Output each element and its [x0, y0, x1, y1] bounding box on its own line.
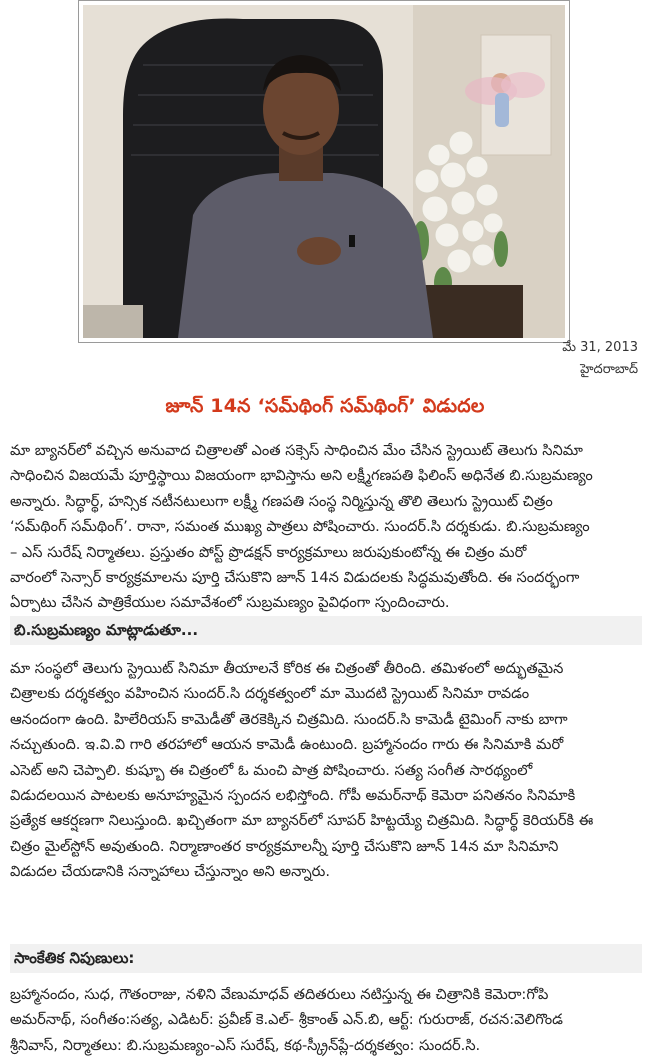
quote-paragraph — [10, 656, 642, 885]
intro-line: మా బ్యానర్‌లో వచ్చిన అనువాద చిత్రాలతో ఎంత సక్సెస్ సాధించిన మేం చేసిన స్ట్రెయిట్ తెలుగు సినిమా — [10, 442, 583, 459]
quote-line: చిత్రాలకు దర్శకత్వం వహించిన సుందర్.సి దర్శకత్వంలో మా మొదటి స్ట్రెయిట్ సినిమా రావడం — [10, 685, 530, 703]
crew-line: అమర్‌నాథ్, సంగీతం:సత్య, ఎడిటర్: ప్రవీణ్ కె.ఎల్- శ్రీకాంత్ ఎన్.బి, ఆర్ట్: గురురాజ్, రచన:వెలిగొండ — [10, 1011, 563, 1029]
quote-line: మా సంస్థలో తెలుగు స్ట్రెయిట్ సినిమా తీయాలనే కోరిక ఈ చిత్రంతో తీరింది. తమిళంలో అద్భుతమైన — [10, 660, 564, 677]
intro-line: సాధించిన విజయమే పూర్తిస్థాయి విజయంగా భావిస్తాను అని లక్ష్మీగణపతి ఫిలింస్ అధినేత బి.సుబ్రమణ్యం — [10, 467, 593, 485]
quote-line: ప్రత్యేక ఆకర్షణగా నిలుస్తుంది. ఖచ్చితంగా మా బ్యానర్‌లో సూపర్ హిట్టయ్యే చిత్రమిది. సిద్ధార్థ్ కెరియర్‌కి ఈ — [10, 812, 594, 830]
article-photo-frame — [78, 0, 570, 343]
quote-line: విడుదలయిన పాటలకు అనూహ్యమైన స్పందన లభిస్తోంది. గోపీ అమర్‌నాథ్ కెమెరా పనితనం సినిమాకి — [10, 787, 576, 805]
quote-line: ఆనందంగా ఉంది. హిలేరియస్ కామెడీతో తెరకెక్కిన చిత్రమిది. సుందర్.సి కామెడీ టైమింగ్ నాకు బాగా — [10, 710, 568, 728]
quote-line: చిత్రం మైల్‌స్టోన్ అవుతుంది. నిర్మాణాంతర కార్యక్రమాలన్నీ పూర్తి చేసుకొని జూన్ 14న మా సినిమాని — [10, 837, 559, 855]
article-place: హైదరాబాద్ — [580, 362, 638, 377]
quote-line: విడుదల చేయడానికి సన్నాహాలు చేస్తున్నాం అని అన్నారు. — [10, 863, 330, 881]
crew-line: బ్రహ్మానందం, సుధ, గౌతంరాజు, నళిని వేణుమాధవ్ తదితరులు నటిస్తున్న ఈ చిత్రానికి కెమెరా:గోపి — [10, 986, 549, 1003]
intro-line: – ఎస్ సురేష్ నిర్మాతలు. ప్రస్తుతం పోస్ట్ ప్రొడక్షన్ కార్యక్రమాలు జరుపుకుంటోన్న ఈ చిత్రం మరో — [10, 543, 527, 561]
section-heading-quote: బి.సుబ్రమణ్యం మాట్లాడుతూ... — [10, 616, 642, 645]
quote-line: ఎసెట్ అని చెప్పాలి. కుష్బూ ఈ చిత్రంలో ఓ మంచి పాత్ర పోషించారు. సత్య సంగీత సారథ్యంలో — [10, 761, 533, 779]
section-heading-crew: సాంకేతిక నిపుణులు: — [10, 944, 642, 973]
intro-line: ‘సమ్‌థింగ్ సమ్‌థింగ్’. రానా, సమంత ముఖ్య పాత్రలు పోషించారు. సుందర్.సి దర్శకుడు. బి.సుబ్రమణ్యం — [10, 518, 590, 536]
quote-line: నచ్చుతుంది. ఇ.వి.వి గారి తరహాలో ఆయన కామెడీ ఉంటుంది. బ్రహ్మానందం గారు ఈ సినిమాకి మరో — [10, 736, 564, 754]
intro-line: వారంలో సెన్సార్ కార్యక్రమాలను పూర్తి చేసుకొని జూన్ 14న విడుదలకు సిద్ధమవుతోంది. ఈ సందర్భంగా — [10, 569, 580, 587]
intro-line: అన్నారు. సిద్ధార్థ్, హన్సిక నటీనటులుగా లక్ష్మీ గణపతి సంస్థ నిర్మిస్తున్న తొలి తెలుగు స్ట్రెయిట్ చిత్రం — [10, 492, 553, 510]
article-headline: జూన్ 14న ‘సమ్‌థింగ్ సమ్‌థింగ్’ విడుదల — [165, 395, 485, 417]
photo-illustration — [83, 5, 565, 338]
article-date: మే 31, 2013 — [562, 340, 638, 355]
intro-paragraph — [10, 438, 642, 616]
crew-line: శ్రీనివాస్, నిర్మాతలు: బి.సుబ్రమణ్యం-ఎస్ సురేష్, కథ-స్క్రీన్‌ప్లే-దర్శకత్వం: సుందర్.సి. — [10, 1036, 481, 1054]
crew-paragraph — [10, 982, 642, 1058]
article-photo — [83, 5, 565, 338]
intro-line: ఏర్పాటు చేసిన పాత్రికేయుల సమావేశంలో సుబ్రమణ్యం పైవిధంగా స్పందించారు. — [10, 594, 450, 612]
